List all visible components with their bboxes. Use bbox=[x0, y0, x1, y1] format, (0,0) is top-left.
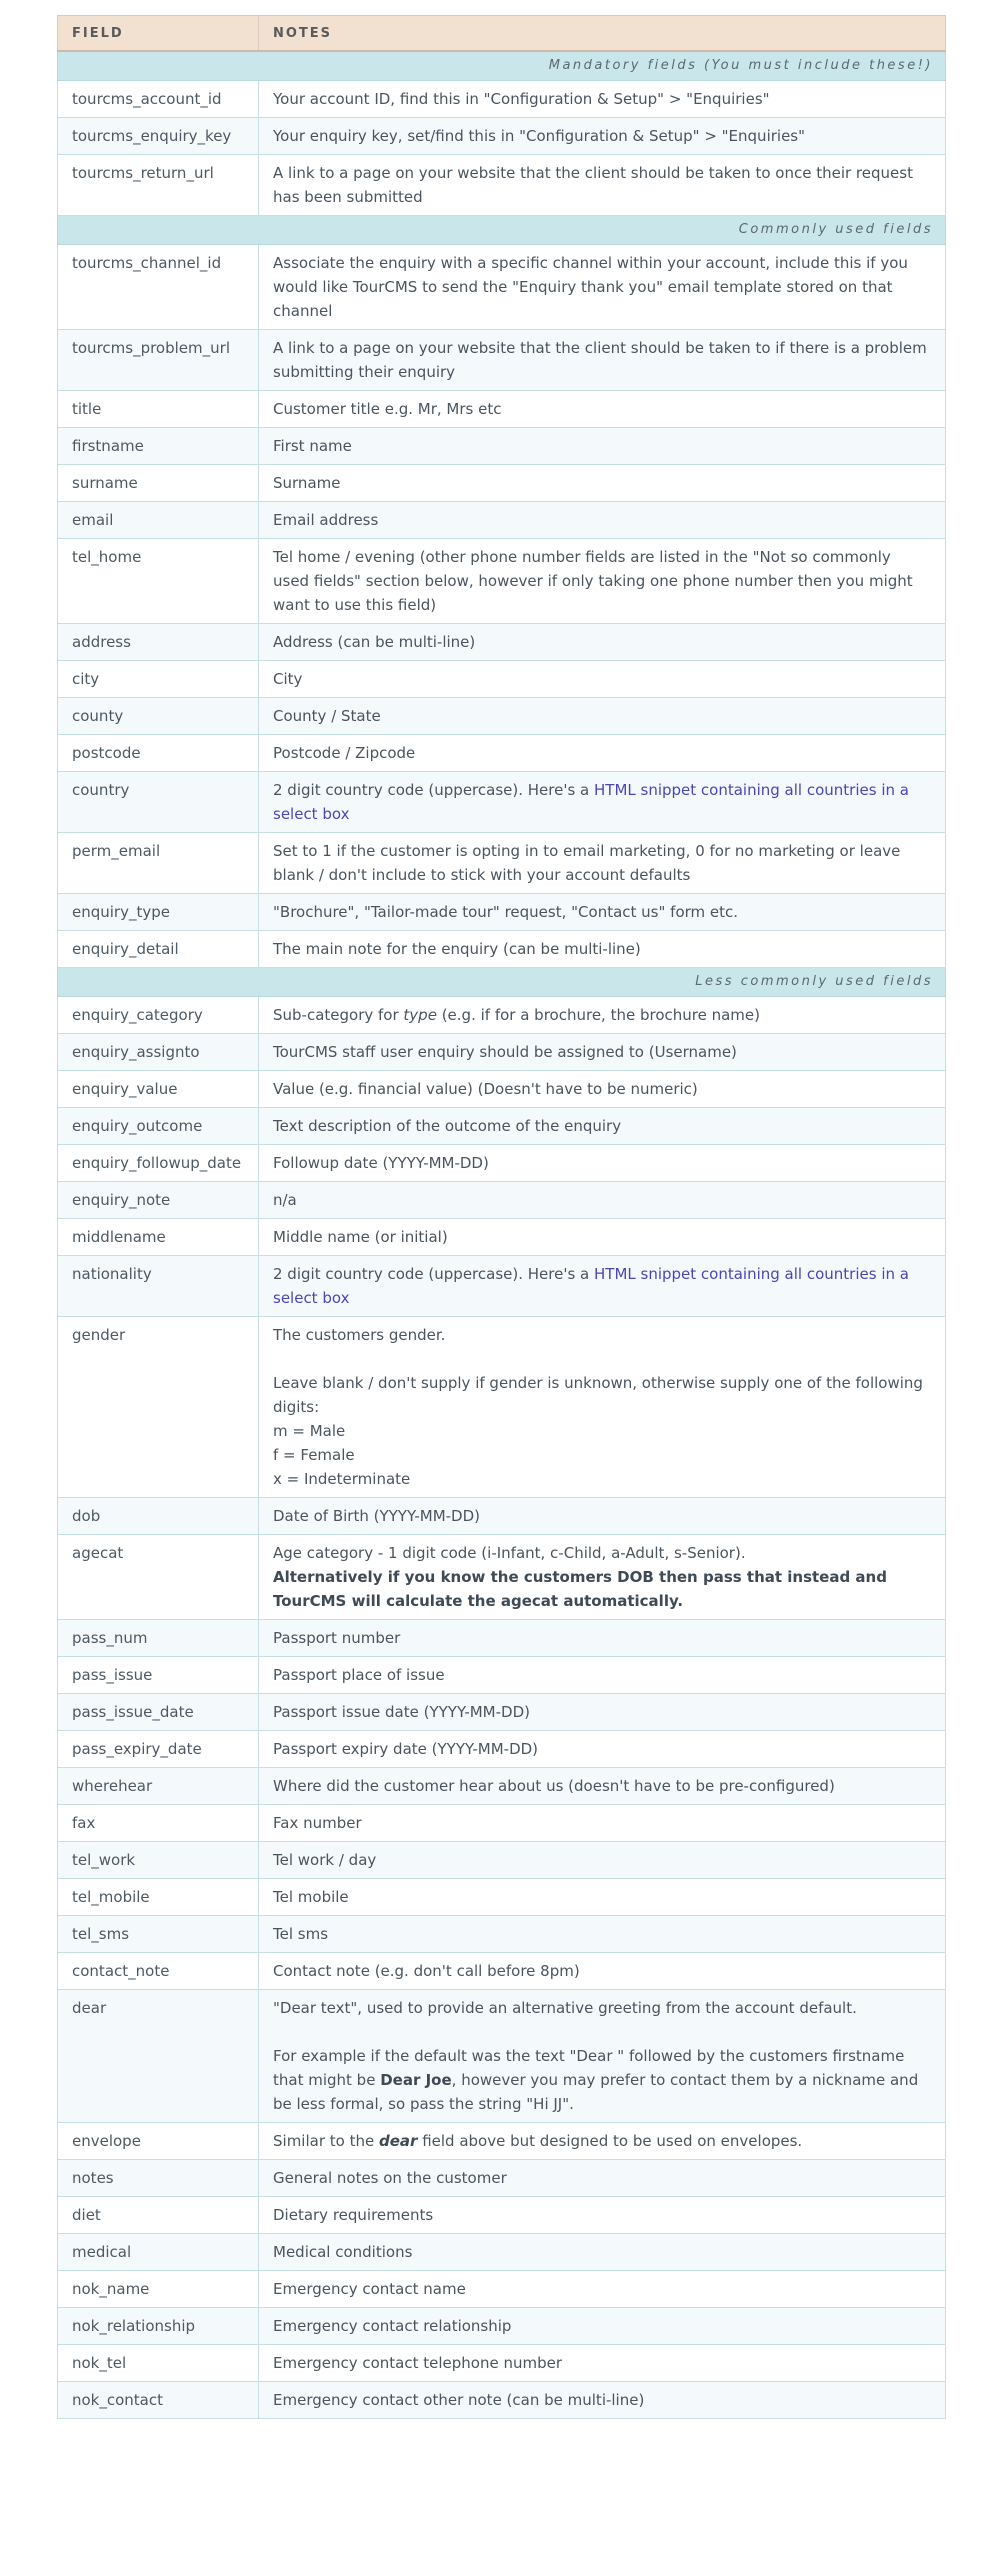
field-note: Tel work / day bbox=[259, 1842, 946, 1879]
field-note: Date of Birth (YYYY-MM-DD) bbox=[259, 1498, 946, 1535]
field-name: tel_mobile bbox=[58, 1879, 259, 1916]
note-line: m = Male bbox=[273, 1422, 346, 1440]
table-row-enquiry_followup_date bbox=[58, 1145, 946, 1182]
field-note: Where did the customer hear about us (doesn't have to be pre-configured) bbox=[259, 1768, 946, 1805]
field-note: Emergency contact other note (can be multi-line) bbox=[259, 2382, 946, 2419]
table-row-nok_contact bbox=[58, 2382, 946, 2419]
field-note: General notes on the customer bbox=[259, 2160, 946, 2197]
field-note: Associate the enquiry with a specific channel within your account, include this if you would like TourCMS to send the "Enquiry thank you" email template stored on that channel bbox=[259, 245, 946, 330]
note-text: field above but designed to be used on envelopes. bbox=[417, 2132, 803, 2150]
fields-table bbox=[57, 15, 946, 2419]
note-line: x = Indeterminate bbox=[273, 1470, 411, 1488]
field-name: medical bbox=[58, 2234, 259, 2271]
note-text: For example if the default was the text "Dear " followed by the customers firstname that might be bbox=[273, 2047, 905, 2089]
field-name: dob bbox=[58, 1498, 259, 1535]
field-note: Emergency contact telephone number bbox=[259, 2345, 946, 2382]
table-row-medical bbox=[58, 2234, 946, 2271]
field-note: Passport expiry date (YYYY-MM-DD) bbox=[259, 1731, 946, 1768]
field-note: Medical conditions bbox=[259, 2234, 946, 2271]
table-row-surname bbox=[58, 465, 946, 502]
field-note: The main note for the enquiry (can be multi-line) bbox=[259, 931, 946, 968]
table-row-tourcms_account_id bbox=[58, 81, 946, 118]
field-note: Tel sms bbox=[259, 1916, 946, 1953]
field-name: diet bbox=[58, 2197, 259, 2234]
note-text: Similar to the bbox=[273, 2132, 379, 2150]
field-note: "Brochure", "Tailor-made tour" request, "Contact us" form etc. bbox=[259, 894, 946, 931]
field-name: country bbox=[58, 772, 259, 833]
country-snippet-link[interactable]: HTML snippet containing all countries in a select box bbox=[273, 1265, 909, 1307]
field-note: Text description of the outcome of the enquiry bbox=[259, 1108, 946, 1145]
field-note: Middle name (or initial) bbox=[259, 1219, 946, 1256]
table-row-pass_expiry_date bbox=[58, 1731, 946, 1768]
section-less-label: Less commonly used fields bbox=[58, 968, 946, 997]
field-note: Postcode / Zipcode bbox=[259, 735, 946, 772]
field-note: TourCMS staff user enquiry should be assigned to (Username) bbox=[259, 1034, 946, 1071]
field-note: Emergency contact relationship bbox=[259, 2308, 946, 2345]
note-line: Leave blank / don't supply if gender is unknown, otherwise supply one of the following digits: bbox=[273, 1374, 923, 1416]
field-name: tourcms_problem_url bbox=[58, 330, 259, 391]
field-name: middlename bbox=[58, 1219, 259, 1256]
field-note: Contact note (e.g. don't call before 8pm) bbox=[259, 1953, 946, 1990]
field-name: nationality bbox=[58, 1256, 259, 1317]
field-note bbox=[259, 772, 946, 833]
field-note bbox=[259, 1317, 946, 1498]
field-name: tourcms_account_id bbox=[58, 81, 259, 118]
table-row-perm_email bbox=[58, 833, 946, 894]
table-row-tel_mobile bbox=[58, 1879, 946, 1916]
field-note: First name bbox=[259, 428, 946, 465]
field-note bbox=[259, 1256, 946, 1317]
table-row-city bbox=[58, 661, 946, 698]
field-name: postcode bbox=[58, 735, 259, 772]
table-row-nok_tel bbox=[58, 2345, 946, 2382]
field-note: Customer title e.g. Mr, Mrs etc bbox=[259, 391, 946, 428]
table-row-middlename bbox=[58, 1219, 946, 1256]
note-text: 2 digit country code (uppercase). Here's a bbox=[273, 781, 594, 799]
table-row-pass_issue_date bbox=[58, 1694, 946, 1731]
field-name: enquiry_detail bbox=[58, 931, 259, 968]
field-name: pass_num bbox=[58, 1620, 259, 1657]
table-row-tourcms_channel_id bbox=[58, 245, 946, 330]
field-name: tourcms_enquiry_key bbox=[58, 118, 259, 155]
field-note: A link to a page on your website that the client should be taken to if there is a problem submitting their enquiry bbox=[259, 330, 946, 391]
note-paragraph bbox=[273, 2044, 931, 2116]
field-name: enquiry_category bbox=[58, 997, 259, 1034]
note-text: 2 digit country code (uppercase). Here's a bbox=[273, 1265, 594, 1283]
field-name: nok_tel bbox=[58, 2345, 259, 2382]
field-note: Passport number bbox=[259, 1620, 946, 1657]
field-name: perm_email bbox=[58, 833, 259, 894]
table-row-tel_sms bbox=[58, 1916, 946, 1953]
field-name: contact_note bbox=[58, 1953, 259, 1990]
field-note: Email address bbox=[259, 502, 946, 539]
section-mandatory-label: Mandatory fields (You must include these!) bbox=[58, 51, 946, 81]
note-line: f = Female bbox=[273, 1446, 355, 1464]
table-row-tourcms_problem_url bbox=[58, 330, 946, 391]
table-row-postcode bbox=[58, 735, 946, 772]
note-line: "Dear text", used to provide an alternative greeting from the account default. bbox=[273, 1999, 857, 2017]
table-row-envelope bbox=[58, 2123, 946, 2160]
field-note bbox=[259, 997, 946, 1034]
field-name: enquiry_followup_date bbox=[58, 1145, 259, 1182]
field-note bbox=[259, 2123, 946, 2160]
table-row-diet bbox=[58, 2197, 946, 2234]
table-row-firstname bbox=[58, 428, 946, 465]
table-row-enquiry_type bbox=[58, 894, 946, 931]
field-name: enquiry_note bbox=[58, 1182, 259, 1219]
table-row-address bbox=[58, 624, 946, 661]
note-text: Sub-category for bbox=[273, 1006, 404, 1024]
table-row-tel_home bbox=[58, 539, 946, 624]
note-line: Age category - 1 digit code (i-Infant, c-Child, a-Adult, s-Senior). bbox=[273, 1544, 746, 1562]
field-note: Tel home / evening (other phone number fields are listed in the "Not so commonly used fields" section below, however if only taking one phone number then you might want to use this field) bbox=[259, 539, 946, 624]
table-row-nationality bbox=[58, 1256, 946, 1317]
table-row-pass_num bbox=[58, 1620, 946, 1657]
table-row-enquiry_category bbox=[58, 997, 946, 1034]
table-row-county bbox=[58, 698, 946, 735]
field-note: Emergency contact name bbox=[259, 2271, 946, 2308]
field-note bbox=[259, 1535, 946, 1620]
note-text: (e.g. if for a brochure, the brochure name) bbox=[436, 1006, 760, 1024]
field-note bbox=[259, 1990, 946, 2123]
section-common-label: Commonly used fields bbox=[58, 216, 946, 245]
table-row-enquiry_detail bbox=[58, 931, 946, 968]
table-row-enquiry_assignto bbox=[58, 1034, 946, 1071]
table-row-title bbox=[58, 391, 946, 428]
field-name: tel_work bbox=[58, 1842, 259, 1879]
table-row-pass_issue bbox=[58, 1657, 946, 1694]
table-row-country bbox=[58, 772, 946, 833]
table-header bbox=[58, 16, 946, 52]
field-name: gender bbox=[58, 1317, 259, 1498]
field-name: tel_home bbox=[58, 539, 259, 624]
table-row-nok_name bbox=[58, 2271, 946, 2308]
field-name: tourcms_return_url bbox=[58, 155, 259, 216]
field-name: city bbox=[58, 661, 259, 698]
table-row-enquiry_value bbox=[58, 1071, 946, 1108]
field-name: nok_name bbox=[58, 2271, 259, 2308]
table-row-notes bbox=[58, 2160, 946, 2197]
note-bold: Dear Joe bbox=[380, 2071, 452, 2089]
table-row-enquiry_note bbox=[58, 1182, 946, 1219]
field-name: enquiry_outcome bbox=[58, 1108, 259, 1145]
note-emphasis: type bbox=[403, 1006, 437, 1024]
table-row-wherehear bbox=[58, 1768, 946, 1805]
field-note: City bbox=[259, 661, 946, 698]
field-name: tel_sms bbox=[58, 1916, 259, 1953]
field-name: surname bbox=[58, 465, 259, 502]
field-name: email bbox=[58, 502, 259, 539]
field-name: envelope bbox=[58, 2123, 259, 2160]
field-note: Passport place of issue bbox=[259, 1657, 946, 1694]
field-name: address bbox=[58, 624, 259, 661]
table-row-dob bbox=[58, 1498, 946, 1535]
field-name: dear bbox=[58, 1990, 259, 2123]
table-row-gender bbox=[58, 1317, 946, 1498]
field-name: county bbox=[58, 698, 259, 735]
field-name: pass_issue bbox=[58, 1657, 259, 1694]
field-name: wherehear bbox=[58, 1768, 259, 1805]
field-note: Tel mobile bbox=[259, 1879, 946, 1916]
field-name: firstname bbox=[58, 428, 259, 465]
field-name: pass_issue_date bbox=[58, 1694, 259, 1731]
table-row-enquiry_outcome bbox=[58, 1108, 946, 1145]
header-field: FIELD bbox=[58, 16, 259, 52]
field-name: nok_contact bbox=[58, 2382, 259, 2419]
note-emphasis: dear bbox=[378, 2132, 418, 2150]
field-name: enquiry_assignto bbox=[58, 1034, 259, 1071]
field-name: agecat bbox=[58, 1535, 259, 1620]
field-note: Set to 1 if the customer is opting in to email marketing, 0 for no marketing or leave blank / don't include to stick with your account defaults bbox=[259, 833, 946, 894]
table-row-contact_note bbox=[58, 1953, 946, 1990]
table-row-dear bbox=[58, 1990, 946, 2123]
table-row-tourcms_return_url bbox=[58, 155, 946, 216]
field-note: Dietary requirements bbox=[259, 2197, 946, 2234]
field-note: County / State bbox=[259, 698, 946, 735]
note-text: , however you may prefer to contact them by a nickname and be less formal, so pass the string "Hi JJ". bbox=[273, 2071, 919, 2113]
table-row-tel_work bbox=[58, 1842, 946, 1879]
section-common bbox=[58, 216, 946, 245]
note-line: The customers gender. bbox=[273, 1326, 446, 1344]
table-row-email bbox=[58, 502, 946, 539]
note-bold: Alternatively if you know the customers DOB then pass that instead and TourCMS will calculate the agecat automatically. bbox=[273, 1568, 887, 1610]
field-name: pass_expiry_date bbox=[58, 1731, 259, 1768]
field-note: A link to a page on your website that the client should be taken to once their request has been submitted bbox=[259, 155, 946, 216]
field-note: Surname bbox=[259, 465, 946, 502]
section-less bbox=[58, 968, 946, 997]
field-name: enquiry_type bbox=[58, 894, 259, 931]
field-name: notes bbox=[58, 2160, 259, 2197]
field-note: n/a bbox=[259, 1182, 946, 1219]
field-name: nok_relationship bbox=[58, 2308, 259, 2345]
section-mandatory bbox=[58, 51, 946, 81]
field-note: Address (can be multi-line) bbox=[259, 624, 946, 661]
country-snippet-link[interactable]: HTML snippet containing all countries in a select box bbox=[273, 781, 909, 823]
field-note: Your enquiry key, set/find this in "Configuration & Setup" > "Enquiries" bbox=[259, 118, 946, 155]
table-row-tourcms_enquiry_key bbox=[58, 118, 946, 155]
fields-table-container bbox=[57, 15, 945, 2419]
table-row-nok_relationship bbox=[58, 2308, 946, 2345]
table-row-agecat bbox=[58, 1535, 946, 1620]
table-row-fax bbox=[58, 1805, 946, 1842]
field-name: enquiry_value bbox=[58, 1071, 259, 1108]
field-name: tourcms_channel_id bbox=[58, 245, 259, 330]
header-notes: NOTES bbox=[259, 16, 946, 52]
field-note: Value (e.g. financial value) (Doesn't have to be numeric) bbox=[259, 1071, 946, 1108]
field-name: title bbox=[58, 391, 259, 428]
field-note: Fax number bbox=[259, 1805, 946, 1842]
field-name: fax bbox=[58, 1805, 259, 1842]
field-note: Followup date (YYYY-MM-DD) bbox=[259, 1145, 946, 1182]
field-note: Passport issue date (YYYY-MM-DD) bbox=[259, 1694, 946, 1731]
field-note: Your account ID, find this in "Configuration & Setup" > "Enquiries" bbox=[259, 81, 946, 118]
